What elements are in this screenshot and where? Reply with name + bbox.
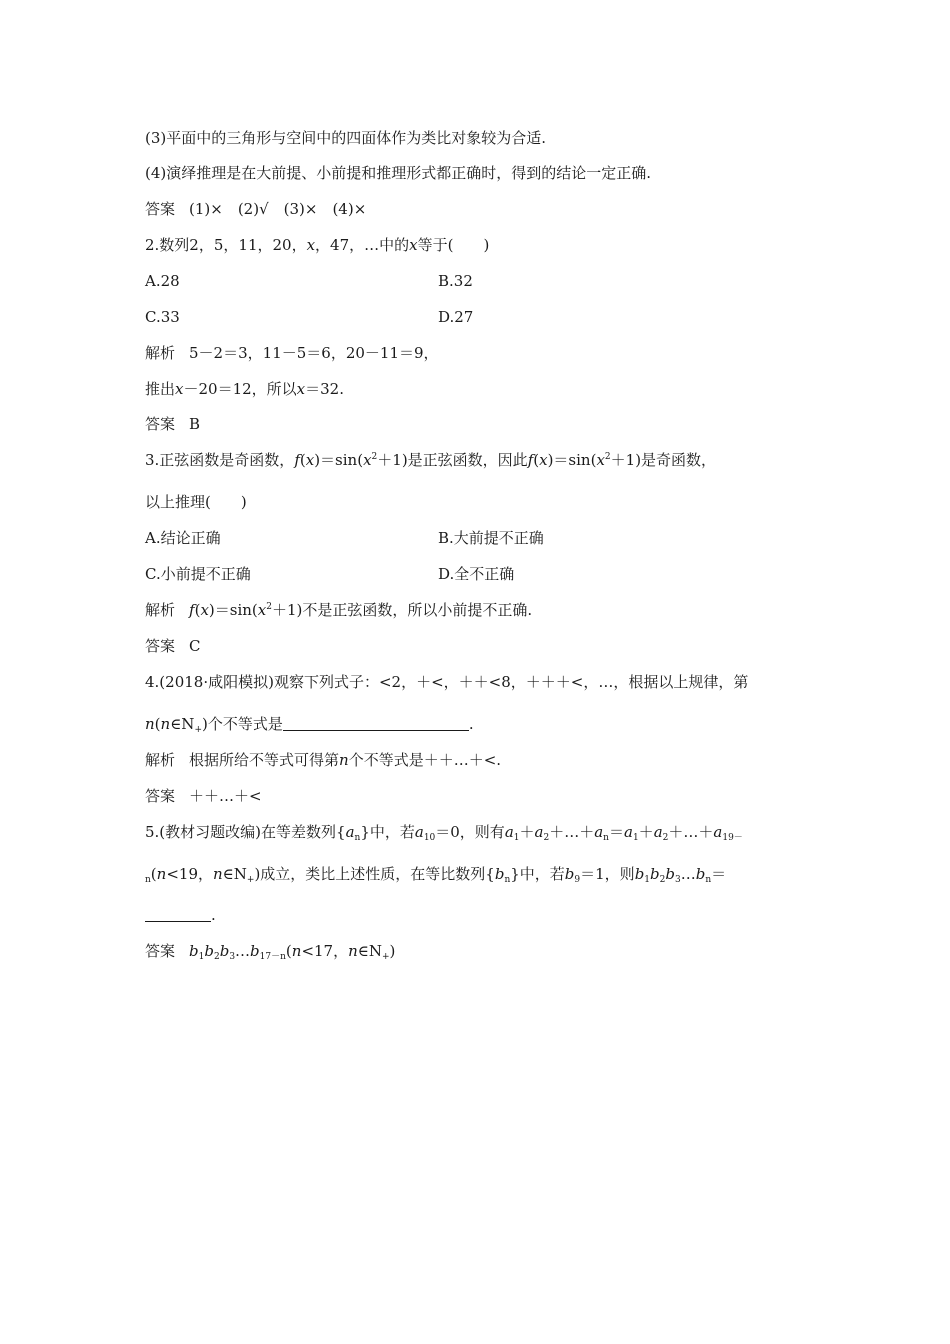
- q2-solution-line2: 推出x－20＝12，所以x＝32.: [145, 380, 344, 398]
- question-2: 2.数列2，5，11，20，x，47，…中的x等于( ): [145, 236, 490, 254]
- statement-4: (4)演绎推理是在大前提、小前提和推理形式都正确时，得到的结论一定正确.: [145, 164, 652, 182]
- question-5: 5.(教材习题改编)在等差数列$\{a_n\}$中，若$a_{10}=0$，则有$a_1+a_2+\dots+a_n=a_1+a_2+\dots+a_{19-}$: [145, 823, 743, 843]
- q2-answer: 答案 B: [145, 415, 201, 433]
- question-5-line2: $_n$(n<19，$n\in N_+$)成立，类比上述性质，在等比数列$\{b_n\}$中，若$b_9=1$，则$b_1b_2b_3\dots b_n=$: [145, 865, 727, 885]
- q3-option-a: A.结论正确: [145, 529, 221, 547]
- q2-option-b: B.32: [438, 272, 473, 290]
- q2-option-d: D.27: [438, 308, 474, 326]
- q3-solution: 解析 $f(x)=\sin(x^2+1)$不是正弦函数，所以小前提不正确.: [145, 601, 533, 619]
- answer-1: 答案 (1)× (2)√ (3)× (4)×: [145, 200, 367, 218]
- statement-3: (3)平面中的三角形与空间中的四面体作为类比对象较为合适.: [145, 129, 547, 147]
- q4-answer: 答案 ＋＋…＋<: [145, 787, 262, 805]
- q3-option-c: C.小前提不正确: [145, 565, 251, 583]
- q4-solution: 解析 根据所给不等式可得第n个不等式是＋＋…＋<.: [145, 751, 502, 769]
- q2-option-a: A.28: [145, 272, 180, 290]
- question-4: 4.(2018·咸阳模拟)观察下列式子：<2，＋<，＋＋<8，＋＋＋<，…，根据以上规律，第: [145, 673, 749, 691]
- question-5-line3: .: [145, 905, 216, 925]
- q5-answer: 答案 $b_1b_2b_3\dots b_{17-n}(n<17$，$n\in N_+$): [145, 942, 396, 962]
- q2-option-c: C.33: [145, 308, 180, 326]
- q3-answer: 答案 C: [145, 637, 201, 655]
- q3-option-b: B.大前提不正确: [438, 529, 544, 547]
- answer-blank: [145, 907, 211, 922]
- question-4-line2: $n(n\in N_+)$个不等式是 .: [145, 715, 474, 735]
- q3-option-d: D.全不正确: [438, 565, 515, 583]
- question-3-line2: 以上推理( ): [145, 493, 247, 511]
- q2-solution: 解析 5－2＝3，11－5＝6，20－11＝9，: [145, 344, 439, 362]
- answer-blank: [283, 716, 469, 731]
- question-3: 3.正弦函数是奇函数，$f(x)=\sin(x^2+1)$是正弦函数，因此$f(x)=\sin(x^2+1)$是奇函数，: [145, 451, 717, 469]
